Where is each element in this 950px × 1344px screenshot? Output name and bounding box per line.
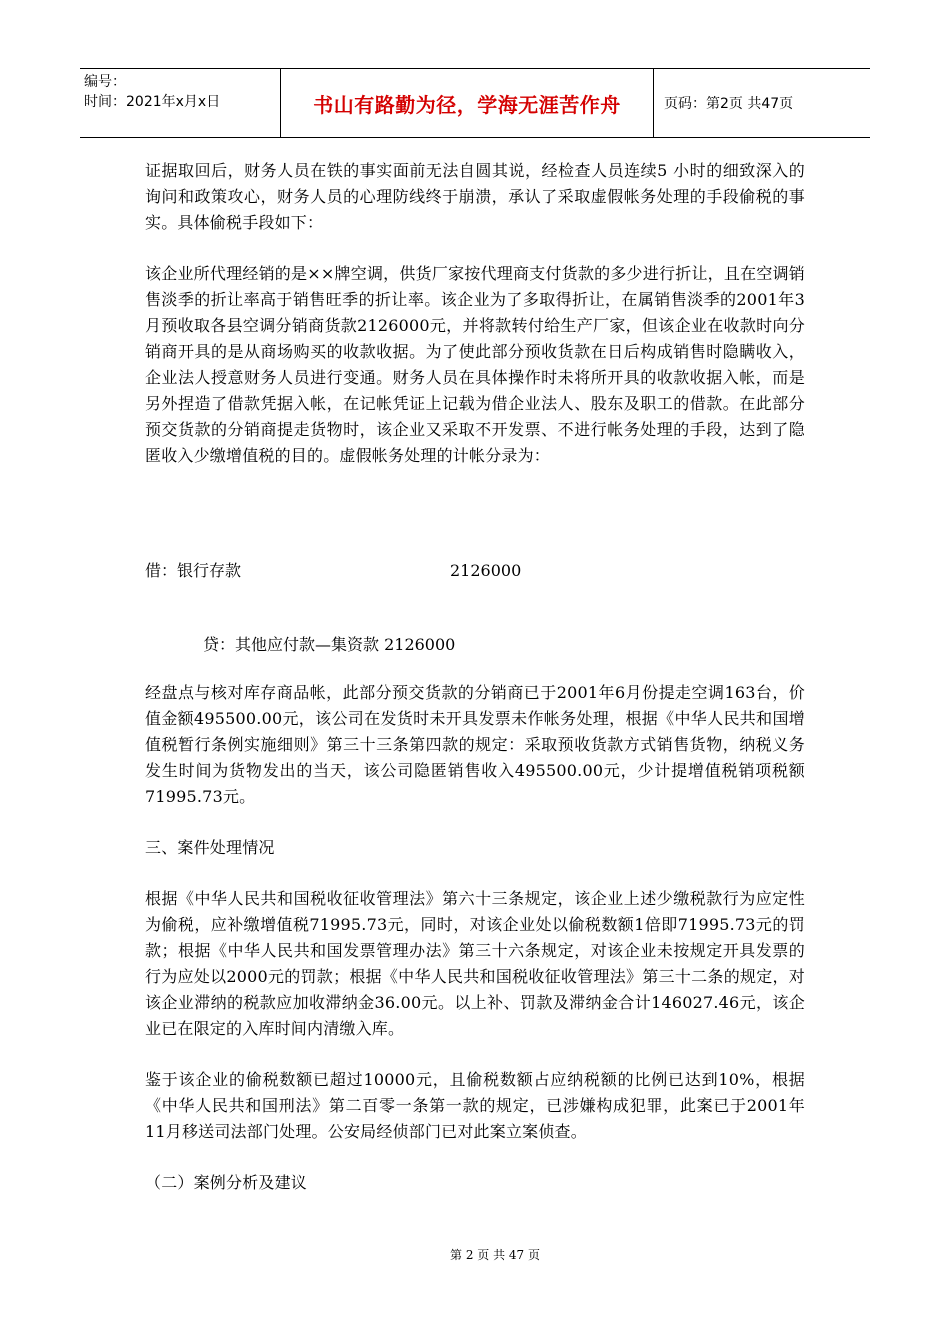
journal-entry-credit: 贷：其他应付款—集资款 2126000: [203, 635, 456, 654]
document-time-label: 时间：2021年x月x日: [84, 94, 221, 110]
paragraph-evidence: 证据取回后，财务人员在铁的事实面前无法自圆其说，经检查人员连续5 小时的细致深入的询问和政策攻心，财务人员的心理防线终于崩溃，承认了采取虚假帐务处理的手段偷税的事实。具体偷税手段如下：: [145, 161, 805, 232]
journal-entry-debit-label: 借：银行存款: [145, 561, 242, 580]
paragraph-method: 该企业所代理经销的是××牌空调，供货厂家按代理商支付货款的多少进行折让，且在空调销售淡季的折让率高于销售旺季的折让率。该企业为了多取得折让，在属销售淡季的2001年3月预收取各县空调分销商货款2126000元，并将款转付给生产厂家，但该企业在收款时向分销商开具的是从商场购买的收款收据。为了使此部分预收货款在日后构成销售时隐瞒收入，企业法人授意财务人员进行变通。财务人员在具体操作时未将所开具的收款收据入帐，而是另外捏造了借款凭据入帐，在记帐凭证上记载为借企业法人、股东及职工的借款。在此部分预交货款的分销商提走货物时，该企业又采取不开发票、不进行帐务处理的手段，达到了隐匿收入少缴增值税的目的。虚假帐务处理的计帐分录为：: [145, 264, 805, 465]
page-footer: 第 2 页 共 47 页: [450, 1248, 540, 1262]
header-page-cell: [654, 69, 870, 137]
document-body: [145, 158, 805, 494]
header-page-info: 页码：第2页 共47页: [664, 96, 794, 112]
page-header: [80, 68, 870, 138]
document-body-continued: [145, 680, 805, 1221]
journal-entry-debit-amount: 2126000: [450, 561, 522, 580]
document-number-label: 编号：: [84, 74, 126, 90]
header-motto-cell: [281, 69, 654, 137]
section-heading-case-handling: 三、案件处理情况: [145, 838, 275, 857]
header-motto: 书山有路勤为径，学海无涯苦作舟: [313, 92, 621, 117]
paragraph-criminal-transfer: 鉴于该企业的偷税数额已超过10000元，且偷税数额占应纳税额的比例已达到10%，根据《中华人民共和国刑法》第二百零一条第一款的规定，已涉嫌构成犯罪，此案已于2001年11月移送司法部门处理。公安局经侦部门已对此案立案侦查。: [145, 1070, 805, 1141]
section-heading-analysis: （二）案例分析及建议: [145, 1173, 308, 1192]
paragraph-penalty: 根据《中华人民共和国税收征收管理法》第六十三条规定，该企业上述少缴税款行为应定性为偷税，应补缴增值税71995.73元，同时，对该企业处以偷税数额1倍即71995.73元的罚款；根据《中华人民共和国发票管理办法》第三十六条规定，对该企业未按规定开具发票的行为应处以2000元的罚款；根据《中华人民共和国税收征收管理法》第三十二条的规定，对该企业滞纳的税款应加收滞纳金36.00元。以上补、罚款及滞纳金合计146027.46元，该企业已在限定的入库时间内清缴入库。: [145, 889, 805, 1038]
paragraph-inventory: 经盘点与核对库存商品帐，此部分预交货款的分销商已于2001年6月份提走空调163台，价值金额495500.00元，该公司在发货时未开具发票未作帐务处理，根据《中华人民共和国增值税暂行条例实施细则》第三十三条第四款的规定：采取预收货款方式销售货物，纳税义务发生时间为货物发出的当天，该公司隐匿销售收入495500.00元，少计提增值税销项税额71995.73元。: [145, 683, 805, 806]
header-meta-cell: [80, 69, 281, 137]
